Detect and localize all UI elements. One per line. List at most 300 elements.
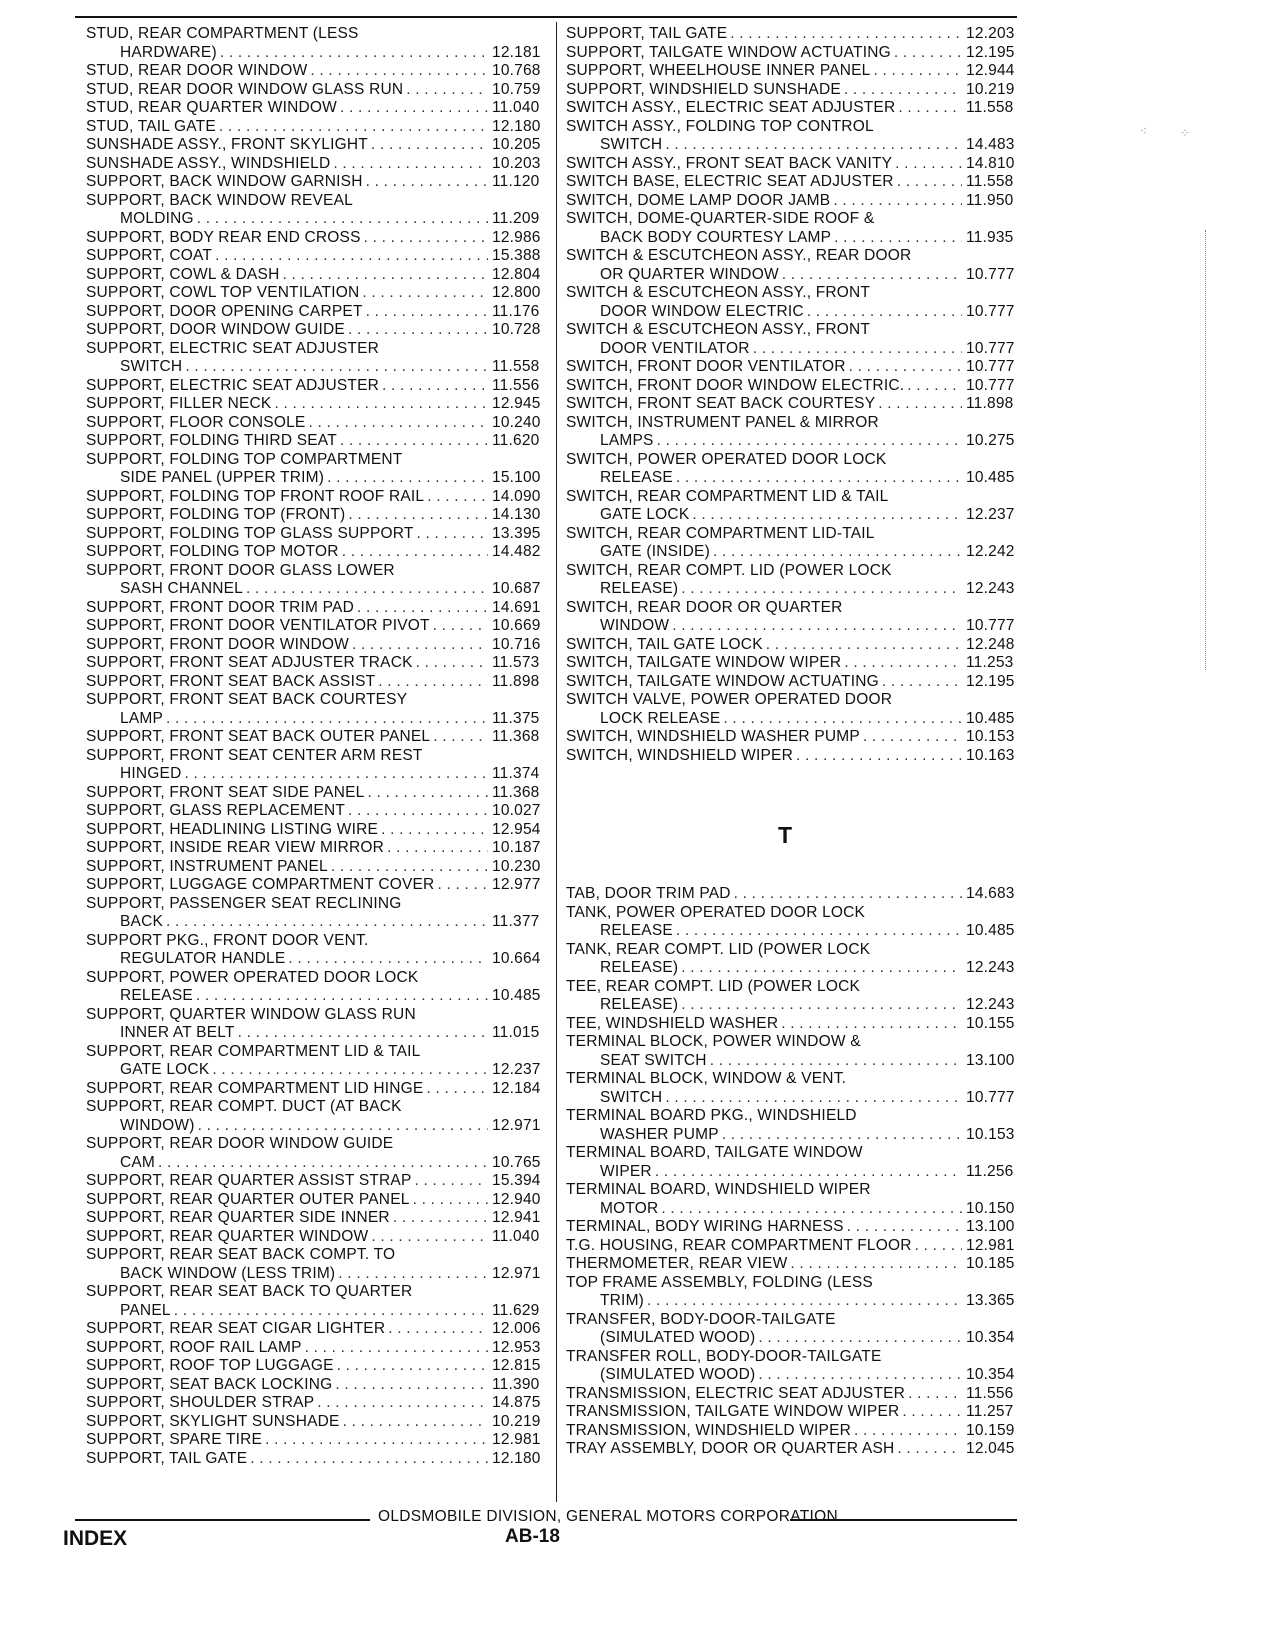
index-entry-page: 10.777 bbox=[966, 339, 1015, 357]
index-entry-page: 11.375 bbox=[492, 709, 540, 727]
leader-dots bbox=[348, 321, 488, 340]
index-entry bbox=[566, 599, 1022, 636]
index-entry-text: RELEASE) bbox=[600, 996, 679, 1013]
index-entry bbox=[86, 691, 548, 728]
leader-dots bbox=[250, 1450, 488, 1469]
index-entry-text: SUPPORT, TAIL GATE bbox=[86, 1449, 248, 1467]
index-entry-line bbox=[566, 321, 1022, 340]
leader-dots bbox=[655, 1163, 962, 1182]
index-entry bbox=[86, 839, 548, 858]
leader-dots bbox=[310, 62, 488, 81]
leader-dots bbox=[340, 432, 488, 451]
leader-dots bbox=[844, 654, 962, 673]
index-entry-line bbox=[86, 895, 548, 914]
leader-dots bbox=[433, 617, 488, 636]
index-entry-text: SWITCH, DOME-QUARTER-SIDE ROOF & bbox=[566, 210, 875, 227]
index-entry-text: TRANSFER ROLL, BODY-DOOR-TAILGATE bbox=[566, 1347, 882, 1365]
index-entry-page: 13.100 bbox=[966, 1051, 1015, 1069]
leader-dots bbox=[362, 284, 488, 303]
leader-dots bbox=[897, 1440, 962, 1459]
index-entry bbox=[86, 1172, 548, 1191]
leader-dots bbox=[338, 1265, 488, 1284]
index-entry-text: SUPPORT, REAR QUARTER SIDE INNER bbox=[86, 1209, 390, 1226]
index-entry-page: 10.219 bbox=[966, 80, 1015, 98]
leader-dots bbox=[692, 506, 962, 525]
index-entry-text: STUD, REAR COMPARTMENT (LESS bbox=[86, 25, 359, 42]
index-entry-text: SUPPORT, COAT bbox=[86, 247, 213, 264]
index-entry-line bbox=[86, 1117, 548, 1136]
index-entry bbox=[86, 1209, 548, 1228]
index-entry-text: SWITCH, TAILGATE WINDOW WIPER bbox=[566, 654, 842, 671]
index-entry bbox=[86, 62, 548, 81]
leader-dots bbox=[348, 506, 488, 525]
index-entry bbox=[566, 1440, 1022, 1459]
index-entry-line bbox=[566, 488, 1022, 507]
index-entry-page: 10.777 bbox=[966, 265, 1015, 283]
index-entry-page: 14.483 bbox=[966, 136, 1015, 153]
index-entry-text: SUPPORT, FLOOR CONSOLE bbox=[86, 413, 306, 431]
index-entry-line bbox=[86, 1098, 548, 1117]
index-entry-page: 10.777 bbox=[966, 376, 1015, 394]
index-entry-line bbox=[86, 1413, 548, 1432]
index-entry-line bbox=[86, 784, 548, 803]
index-entry-line bbox=[566, 155, 1022, 174]
index-entry-page: 10.664 bbox=[492, 950, 541, 967]
leader-dots bbox=[796, 747, 962, 766]
index-entry-page: 10.485 bbox=[966, 709, 1015, 727]
leader-dots bbox=[366, 303, 488, 322]
index-entry-line bbox=[86, 858, 548, 877]
index-entry-line bbox=[86, 62, 548, 81]
leader-dots bbox=[413, 1191, 488, 1210]
leader-dots bbox=[676, 922, 962, 941]
footer-section-label: INDEX bbox=[63, 1527, 128, 1550]
index-entry-page: 12.180 bbox=[492, 117, 541, 135]
index-entry-line bbox=[86, 1431, 548, 1450]
index-entry-text: SUPPORT, FOLDING TOP FRONT ROOF RAIL bbox=[86, 487, 425, 505]
index-entry-page: 14.875 bbox=[492, 1394, 541, 1411]
index-entry-line bbox=[566, 543, 1022, 562]
index-entry-text: DOOR VENTILATOR bbox=[600, 339, 750, 357]
index-entry bbox=[86, 543, 548, 562]
index-entry-line bbox=[566, 1218, 1022, 1237]
leader-dots bbox=[672, 617, 962, 636]
leader-dots bbox=[342, 543, 488, 562]
index-entry-line bbox=[86, 451, 548, 470]
right-column bbox=[566, 25, 1022, 1459]
leader-dots bbox=[406, 81, 488, 100]
index-entry-line bbox=[86, 802, 548, 821]
index-entry bbox=[566, 728, 1022, 747]
index-entry-line bbox=[86, 728, 548, 747]
index-entry-page: 12.971 bbox=[492, 1264, 541, 1282]
index-entry-page: 14.810 bbox=[966, 154, 1015, 172]
index-entry bbox=[86, 1357, 548, 1376]
index-entry-text: TRAY ASSEMBLY, DOOR OR QUARTER ASH bbox=[566, 1440, 895, 1457]
index-entry-text: WIPER bbox=[600, 1162, 652, 1180]
index-entry-page: 13.395 bbox=[492, 524, 541, 542]
index-entry-text: RELEASE bbox=[120, 987, 193, 1004]
index-entry-text: GATE (INSIDE) bbox=[600, 543, 710, 560]
leader-dots bbox=[282, 266, 488, 285]
index-entry bbox=[86, 617, 548, 636]
leader-dots bbox=[388, 1320, 488, 1339]
index-entry-text: TERMINAL BOARD PKG., WINDSHIELD bbox=[566, 1107, 857, 1124]
index-entry-page: 12.195 bbox=[966, 43, 1015, 61]
index-entry-page: 14.130 bbox=[492, 506, 541, 523]
index-entry-text: TEE, REAR COMPT. LID (POWER LOCK bbox=[566, 977, 861, 995]
leader-dots bbox=[333, 155, 488, 174]
index-entry-line bbox=[566, 395, 1022, 414]
index-entry bbox=[566, 904, 1022, 941]
leader-dots bbox=[305, 1339, 488, 1358]
index-entry-page: 10.185 bbox=[966, 1255, 1015, 1272]
index-entry-line bbox=[86, 1228, 548, 1247]
leader-dots bbox=[730, 25, 962, 44]
leader-dots bbox=[357, 599, 488, 618]
index-entry-line bbox=[566, 1033, 1022, 1052]
index-entry-page: 10.485 bbox=[966, 922, 1015, 939]
leader-dots bbox=[215, 247, 488, 266]
index-entry bbox=[86, 1376, 548, 1395]
index-entry-line bbox=[566, 1329, 1022, 1348]
index-entry-page: 12.248 bbox=[966, 635, 1015, 653]
index-entry-line bbox=[566, 525, 1022, 544]
index-entry-page: 12.944 bbox=[966, 62, 1015, 79]
index-entry-line bbox=[566, 673, 1022, 692]
index-entry-page: 14.683 bbox=[966, 885, 1015, 902]
index-entry-line bbox=[566, 580, 1022, 599]
leader-dots bbox=[834, 229, 962, 248]
index-entry-text: STUD, REAR QUARTER WINDOW bbox=[86, 99, 337, 116]
index-entry-line bbox=[566, 284, 1022, 303]
index-entry-line bbox=[566, 1181, 1022, 1200]
leader-dots bbox=[723, 710, 962, 729]
leader-dots bbox=[426, 1080, 488, 1099]
leader-dots bbox=[352, 636, 488, 655]
index-entry-line bbox=[86, 340, 548, 359]
index-entry bbox=[86, 377, 548, 396]
index-entry-text: TRIM) bbox=[600, 1292, 645, 1309]
leader-dots bbox=[908, 1385, 962, 1404]
leader-dots bbox=[713, 543, 962, 562]
index-entry-line bbox=[566, 636, 1022, 655]
index-entry-line bbox=[566, 599, 1022, 618]
index-entry-page: 11.950 bbox=[966, 191, 1014, 209]
leader-dots bbox=[166, 913, 488, 932]
index-entry-line bbox=[566, 654, 1022, 673]
index-entry-text: SUPPORT, TAILGATE WINDOW ACTUATING bbox=[566, 43, 891, 61]
leader-dots bbox=[393, 1209, 488, 1228]
index-entry-line bbox=[566, 81, 1022, 100]
index-entry-line bbox=[86, 136, 548, 155]
index-entry-text: SUPPORT, SKYLIGHT SUNSHADE bbox=[86, 1412, 340, 1430]
index-entry-line bbox=[566, 247, 1022, 266]
index-entry-text: SUNSHADE ASSY., WINDSHIELD bbox=[86, 154, 331, 172]
index-entry bbox=[86, 654, 548, 673]
index-entry bbox=[566, 691, 1022, 728]
index-entry-line bbox=[566, 1292, 1022, 1311]
index-entry-page: 12.954 bbox=[492, 820, 541, 838]
leader-dots bbox=[847, 1218, 962, 1237]
index-entry-text: SUPPORT, COWL & DASH bbox=[86, 265, 280, 283]
index-entry bbox=[86, 99, 548, 118]
index-entry-text: SASH CHANNEL bbox=[120, 580, 243, 597]
index-entry-page: 10.687 bbox=[492, 580, 541, 597]
index-entry-text: SUPPORT, REAR COMPARTMENT LID HINGE bbox=[86, 1079, 424, 1097]
leader-dots bbox=[185, 358, 488, 377]
index-entry-page: 11.040 bbox=[492, 99, 540, 116]
index-entry-text: SWITCH, DOME LAMP DOOR JAMB bbox=[566, 191, 831, 209]
index-entry bbox=[86, 1339, 548, 1358]
index-entry-line bbox=[86, 913, 548, 932]
index-entry-line bbox=[566, 959, 1022, 978]
leader-dots bbox=[198, 1117, 488, 1136]
index-entry-text: SWITCH VALVE, POWER OPERATED DOOR bbox=[566, 691, 893, 708]
index-entry-text: SUPPORT, ROOF TOP LUGGAGE bbox=[86, 1357, 334, 1374]
index-entry-page: 10.230 bbox=[492, 857, 541, 875]
index-entry-text: WINDOW bbox=[600, 617, 670, 634]
index-entry bbox=[86, 747, 548, 784]
index-entry-text: SUPPORT, REAR SEAT CIGAR LIGHTER bbox=[86, 1320, 386, 1337]
index-entry bbox=[86, 858, 548, 877]
leader-dots bbox=[415, 1172, 489, 1191]
index-entry-text: PANEL bbox=[120, 1301, 171, 1319]
index-entry-text: SUPPORT, ROOF RAIL LAMP bbox=[86, 1338, 302, 1356]
index-entry-line bbox=[566, 710, 1022, 729]
index-entry-text: WASHER PUMP bbox=[600, 1125, 719, 1143]
index-entry-text: SUPPORT, GLASS REPLACEMENT bbox=[86, 802, 346, 819]
index-entry-line bbox=[86, 710, 548, 729]
index-entry-line bbox=[86, 1339, 548, 1358]
leader-dots bbox=[220, 44, 488, 63]
index-entry-text: SUPPORT, FOLDING TOP (FRONT) bbox=[86, 506, 346, 523]
index-entry-line bbox=[86, 1061, 548, 1080]
index-entry bbox=[86, 321, 548, 340]
index-entry bbox=[566, 885, 1022, 904]
index-entry bbox=[86, 802, 548, 821]
index-entry-text: SWITCH, REAR COMPT. LID (POWER LOCK bbox=[566, 561, 892, 579]
index-entry bbox=[566, 747, 1022, 766]
index-entry-text: RELEASE) bbox=[600, 959, 679, 976]
leader-dots bbox=[417, 525, 488, 544]
leader-dots bbox=[782, 266, 962, 285]
index-entry-page: 11.558 bbox=[966, 99, 1014, 116]
index-entry bbox=[566, 321, 1022, 358]
index-entry-line bbox=[86, 1320, 548, 1339]
index-entry-line bbox=[566, 192, 1022, 211]
index-entry-line bbox=[86, 1450, 548, 1469]
index-entry bbox=[566, 173, 1022, 192]
index-entry-line bbox=[86, 543, 548, 562]
index-entry-line bbox=[86, 1246, 548, 1265]
index-entry bbox=[86, 969, 548, 1006]
index-entry bbox=[86, 1394, 548, 1413]
index-entry bbox=[566, 1015, 1022, 1034]
index-entry-text: CAM bbox=[120, 1153, 156, 1171]
index-entry-page: 13.365 bbox=[966, 1292, 1015, 1309]
index-entry bbox=[566, 654, 1022, 673]
index-entry-text: WINDOW) bbox=[120, 1116, 195, 1134]
index-entry-page: 12.237 bbox=[492, 1061, 541, 1078]
leader-dots bbox=[166, 710, 488, 729]
index-entry-line bbox=[86, 99, 548, 118]
index-entry-line bbox=[566, 266, 1022, 285]
index-entry bbox=[566, 118, 1022, 155]
section-letter-heading: T bbox=[778, 822, 793, 848]
index-entry-text: LAMPS bbox=[600, 432, 654, 449]
index-entry-line bbox=[566, 229, 1022, 248]
leader-dots bbox=[340, 99, 488, 118]
index-entry-text: SUPPORT, DOOR WINDOW GUIDE bbox=[86, 321, 345, 338]
index-entry bbox=[86, 932, 548, 969]
index-entry-text: T.G. HOUSING, REAR COMPARTMENT FLOOR bbox=[566, 1236, 912, 1254]
index-entry bbox=[566, 155, 1022, 174]
leader-dots bbox=[758, 1366, 962, 1385]
footer-publisher: OLDSMOBILE DIVISION, GENERAL MOTORS CORPORATION bbox=[378, 1508, 838, 1525]
leader-dots bbox=[416, 654, 488, 673]
index-entry-text: SUPPORT, PASSENGER SEAT RECLINING bbox=[86, 894, 402, 912]
leader-dots bbox=[894, 44, 962, 63]
index-entry-line bbox=[86, 284, 548, 303]
leader-dots bbox=[863, 728, 962, 747]
index-entry-text: SWITCH, REAR COMPARTMENT LID & TAIL bbox=[566, 487, 889, 505]
index-entry-page: 11.120 bbox=[492, 173, 540, 190]
index-entry-page: 10.354 bbox=[966, 1366, 1015, 1383]
index-entry-page: 11.257 bbox=[966, 1403, 1014, 1420]
index-entry-line bbox=[566, 1237, 1022, 1256]
index-entry-line bbox=[86, 1376, 548, 1395]
index-entry bbox=[566, 488, 1022, 525]
index-entry-text: RELEASE bbox=[600, 469, 673, 486]
index-entry-text: SUPPORT, FILLER NECK bbox=[86, 395, 272, 412]
index-entry-line bbox=[566, 728, 1022, 747]
index-entry-line bbox=[566, 1366, 1022, 1385]
leader-dots bbox=[364, 229, 488, 248]
right-t-entries bbox=[566, 885, 1022, 1459]
index-entry-page: 11.176 bbox=[492, 302, 540, 320]
index-entry bbox=[86, 599, 548, 618]
index-entry-text: SWITCH, INSTRUMENT PANEL & MIRROR bbox=[566, 413, 879, 431]
index-entry-text: SUPPORT, POWER OPERATED DOOR LOCK bbox=[86, 968, 419, 986]
leader-dots bbox=[348, 802, 488, 821]
leader-dots bbox=[212, 1061, 488, 1080]
index-entry-line bbox=[86, 654, 548, 673]
index-entry-line bbox=[86, 432, 548, 451]
index-entry-page: 14.691 bbox=[492, 598, 541, 616]
leader-dots bbox=[657, 432, 962, 451]
index-entry-line bbox=[566, 904, 1022, 923]
index-entry bbox=[566, 247, 1022, 284]
index-entry-text: GATE LOCK bbox=[120, 1061, 210, 1078]
index-entry-page: 12.006 bbox=[492, 1320, 541, 1337]
index-entry-text: TANK, POWER OPERATED DOOR LOCK bbox=[566, 903, 866, 921]
index-entry bbox=[566, 358, 1022, 377]
leader-dots bbox=[665, 1089, 962, 1108]
index-entry-text: STUD, REAR DOOR WINDOW GLASS RUN bbox=[86, 80, 404, 98]
index-entry-text: TOP FRAME ASSEMBLY, FOLDING (LESS bbox=[566, 1273, 873, 1291]
index-entry-page: 12.180 bbox=[492, 1449, 541, 1467]
index-entry bbox=[566, 1033, 1022, 1070]
index-entry-page: 10.777 bbox=[966, 302, 1015, 320]
index-entry-line bbox=[86, 321, 548, 340]
index-entry-line bbox=[566, 25, 1022, 44]
leader-dots bbox=[327, 469, 488, 488]
index-entry-line bbox=[86, 155, 548, 174]
index-entry-text: SUPPORT, FRONT DOOR TRIM PAD bbox=[86, 598, 354, 616]
index-entry-text: SWITCH, FRONT DOOR WINDOW ELECTRIC. bbox=[566, 376, 905, 394]
index-entry-line bbox=[86, 1283, 548, 1302]
index-entry bbox=[566, 192, 1022, 211]
index-entry-line bbox=[566, 1274, 1022, 1293]
leader-dots bbox=[882, 673, 962, 692]
index-entry-page: 10.163 bbox=[966, 746, 1015, 764]
index-entry-page: 10.485 bbox=[966, 469, 1015, 486]
index-entry-page: 10.153 bbox=[966, 728, 1015, 745]
leader-dots bbox=[781, 1015, 962, 1034]
index-entry-line bbox=[566, 747, 1022, 766]
leader-dots bbox=[849, 358, 962, 377]
index-entry-line bbox=[566, 941, 1022, 960]
leader-dots bbox=[366, 173, 488, 192]
leader-dots bbox=[246, 580, 488, 599]
index-entry-page: 11.390 bbox=[492, 1375, 540, 1393]
index-entry bbox=[86, 303, 548, 322]
index-entry bbox=[566, 210, 1022, 247]
index-entry-text: STUD, TAIL GATE bbox=[86, 117, 216, 135]
index-entry-text: REGULATOR HANDLE bbox=[120, 950, 286, 967]
index-entry-line bbox=[86, 303, 548, 322]
index-entry-line bbox=[566, 617, 1022, 636]
index-entry-page: 10.777 bbox=[966, 617, 1015, 634]
index-entry-page: 12.237 bbox=[966, 506, 1015, 523]
index-entry-page: 12.981 bbox=[966, 1236, 1015, 1254]
leader-dots bbox=[288, 950, 488, 969]
index-entry-text: SUPPORT, BACK WINDOW GARNISH bbox=[86, 173, 363, 190]
index-entry-text: HARDWARE) bbox=[120, 43, 217, 61]
index-entry bbox=[566, 636, 1022, 655]
index-entry bbox=[86, 25, 548, 62]
index-entry-page: 10.777 bbox=[966, 358, 1015, 375]
index-entry-text: HINGED bbox=[120, 765, 182, 782]
index-entry-text: SUPPORT, FOLDING TOP COMPARTMENT bbox=[86, 450, 403, 468]
scan-artifact: ⁖ bbox=[1140, 124, 1148, 138]
index-entry-page: 10.275 bbox=[966, 432, 1015, 449]
index-entry-page: 10.768 bbox=[492, 62, 541, 79]
index-entry-line bbox=[566, 1163, 1022, 1182]
index-entry-text: SUPPORT, BACK WINDOW REVEAL bbox=[86, 191, 353, 209]
index-entry-line bbox=[566, 1255, 1022, 1274]
index-entry-page: 12.243 bbox=[966, 996, 1015, 1013]
index-entry-text: SUPPORT, FRONT DOOR VENTILATOR PIVOT bbox=[86, 617, 430, 634]
index-entry bbox=[566, 284, 1022, 321]
leader-dots bbox=[437, 876, 488, 895]
index-entry-line bbox=[566, 691, 1022, 710]
index-entry-line bbox=[566, 1015, 1022, 1034]
index-entry-line bbox=[86, 25, 548, 44]
index-entry-text: SWITCH ASSY., FRONT SEAT BACK VANITY bbox=[566, 154, 893, 172]
index-entry-line bbox=[566, 562, 1022, 581]
index-entry-text: BACK WINDOW (LESS TRIM) bbox=[120, 1264, 336, 1282]
index-entry-text: SUPPORT, REAR COMPT. DUCT (AT BACK bbox=[86, 1098, 402, 1115]
index-entry-page: 10.203 bbox=[492, 154, 541, 172]
scan-edge-mark bbox=[1205, 230, 1207, 670]
index-entry-line bbox=[86, 747, 548, 766]
index-entry bbox=[86, 1431, 548, 1450]
leader-dots bbox=[665, 136, 962, 155]
index-entry-text: MOTOR bbox=[600, 1199, 659, 1217]
leader-dots bbox=[874, 62, 963, 81]
